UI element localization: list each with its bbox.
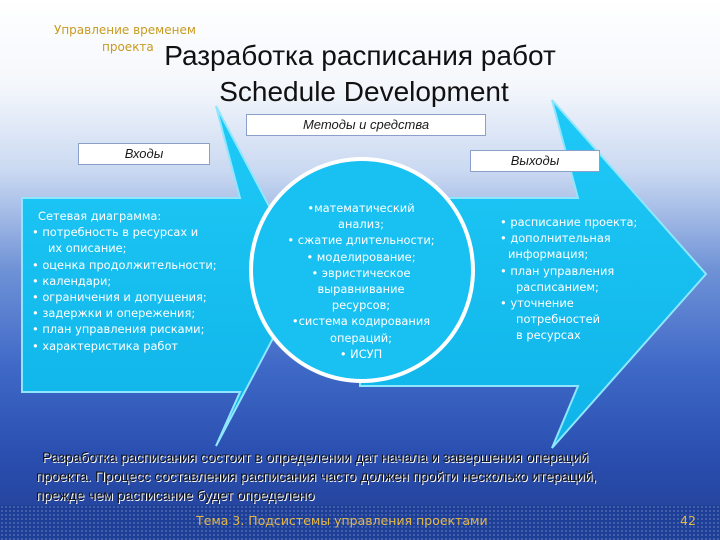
list-item: • расписание проекта; xyxy=(500,215,638,229)
list-item: •математический xyxy=(307,201,415,215)
list-item: • эвристическое xyxy=(311,265,411,280)
page-subtitle: Schedule Development xyxy=(219,76,509,107)
list-item: • задержки и опережения; xyxy=(32,306,196,321)
list-item: • ограничения и допущения; xyxy=(32,290,207,305)
list-item: анализ; xyxy=(338,217,384,232)
list-item: • характеристика работ xyxy=(32,338,179,353)
list-item: операций; xyxy=(329,330,393,345)
footer-topic: Тема 3. Подсистемы управления проектами xyxy=(196,513,488,528)
list-item: • сжатие длительности; xyxy=(287,233,435,248)
description-line: прежде чем расписание будет определено xyxy=(36,487,315,503)
list-item: потребностей xyxy=(516,312,601,327)
description-line: проекта. Процесс составления расписания часто должен пройти несколько итераций, xyxy=(36,468,597,484)
list-item: • оценка продолжительности; xyxy=(32,257,217,272)
list-item: их описание; xyxy=(48,241,127,256)
inputs-heading: Сетевая диаграмма: xyxy=(38,209,162,223)
list-item: • уточнение xyxy=(500,296,574,311)
list-item: в ресурсах xyxy=(516,328,581,343)
list-item: •система кодирования xyxy=(291,314,431,329)
list-item: • календари; xyxy=(32,273,112,288)
inputs-label: Входы xyxy=(78,143,210,165)
list-item: • дополнительная xyxy=(500,231,611,246)
list-item: • план управления xyxy=(500,263,615,278)
description-line: Разработка расписания состоит в определении дат начала и завершения операций xyxy=(42,449,589,465)
course-label-line1: Управление временем xyxy=(54,23,196,37)
inputs-list xyxy=(32,208,242,354)
list-item: расписанием; xyxy=(516,279,599,294)
page-title: Разработка расписания работ xyxy=(164,40,556,71)
page-number: 42 xyxy=(680,513,696,528)
description-text xyxy=(36,448,696,505)
list-item: • моделирование; xyxy=(306,249,416,264)
methods-list xyxy=(278,200,444,362)
outputs-list xyxy=(500,214,670,344)
list-item: • потребность в ресурсах и xyxy=(32,225,199,240)
list-item: • ИСУП xyxy=(339,346,383,361)
list-item: информация; xyxy=(508,247,589,262)
course-label-line2: проекта xyxy=(102,40,154,54)
list-item: • план управления рисками; xyxy=(32,322,205,337)
list-item: выравнивание xyxy=(317,282,405,297)
outputs-label: Выходы xyxy=(470,150,600,172)
methods-label: Методы и средства xyxy=(246,114,486,136)
list-item: ресурсов; xyxy=(331,298,391,313)
